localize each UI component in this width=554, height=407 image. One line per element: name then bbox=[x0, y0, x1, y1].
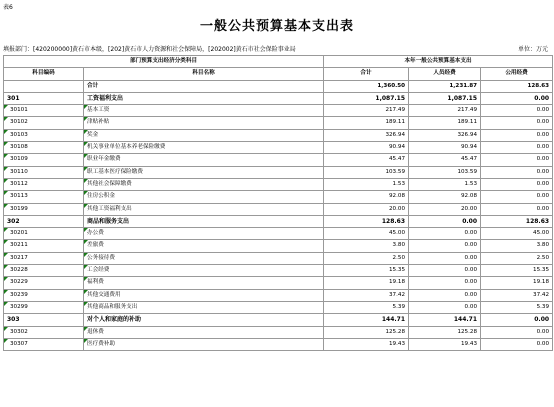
table-row bbox=[4, 289, 553, 301]
row-code: 30299 bbox=[4, 301, 84, 313]
row-personnel: 45.47 bbox=[409, 154, 481, 166]
row-total: 1,360.50 bbox=[324, 80, 409, 92]
row-personnel: 125.28 bbox=[409, 326, 481, 338]
row-personnel: 144.71 bbox=[409, 314, 481, 326]
row-code: 30228 bbox=[4, 265, 84, 277]
row-code: 30109 bbox=[4, 154, 84, 166]
row-public: 0.00 bbox=[481, 166, 553, 178]
row-public: 0.00 bbox=[481, 92, 553, 104]
row-public: 37.42 bbox=[481, 289, 553, 301]
header-group-right: 本年一般公共预算基本支出 bbox=[324, 56, 553, 68]
row-name: 津贴补贴 bbox=[84, 117, 324, 129]
row-name: 基本工资 bbox=[84, 105, 324, 117]
row-name: 差旅费 bbox=[84, 240, 324, 252]
table-row bbox=[4, 215, 553, 227]
table-row bbox=[4, 154, 553, 166]
row-personnel: 103.59 bbox=[409, 166, 481, 178]
row-code: 30211 bbox=[4, 240, 84, 252]
row-total: 19.43 bbox=[324, 338, 409, 350]
row-total: 45.00 bbox=[324, 228, 409, 240]
row-code: 30112 bbox=[4, 178, 84, 190]
row-public: 19.18 bbox=[481, 277, 553, 289]
row-code: 302 bbox=[4, 215, 84, 227]
table-row bbox=[4, 105, 553, 117]
expenditure-table bbox=[3, 55, 553, 351]
row-name: 商品和服务支出 bbox=[84, 215, 324, 227]
row-code: 30239 bbox=[4, 289, 84, 301]
row-personnel: 1.53 bbox=[409, 178, 481, 190]
row-code: 30302 bbox=[4, 326, 84, 338]
row-total: 125.28 bbox=[324, 326, 409, 338]
header-group-left: 部门预算支出经济分类科目 bbox=[4, 56, 324, 68]
row-name: 医疗费补助 bbox=[84, 338, 324, 350]
row-name: 福利费 bbox=[84, 277, 324, 289]
row-public: 128.63 bbox=[481, 80, 553, 92]
page-title: 一般公共预算基本支出表 bbox=[199, 19, 354, 34]
row-total: 20.00 bbox=[324, 203, 409, 215]
row-total: 92.08 bbox=[324, 191, 409, 203]
row-code: 30201 bbox=[4, 228, 84, 240]
table-row bbox=[4, 166, 553, 178]
table-row bbox=[4, 178, 553, 190]
row-name: 住房公积金 bbox=[84, 191, 324, 203]
table-row bbox=[4, 314, 553, 326]
row-public: 0.00 bbox=[481, 105, 553, 117]
row-total: 19.18 bbox=[324, 277, 409, 289]
header-name: 科目名称 bbox=[84, 68, 324, 80]
table-row bbox=[4, 203, 553, 215]
table-row bbox=[4, 80, 553, 92]
row-name: 奖金 bbox=[84, 129, 324, 141]
row-personnel: 189.11 bbox=[409, 117, 481, 129]
row-public: 2.50 bbox=[481, 252, 553, 264]
row-personnel: 217.49 bbox=[409, 105, 481, 117]
row-name: 工资福利支出 bbox=[84, 92, 324, 104]
row-code: 30108 bbox=[4, 142, 84, 154]
row-code bbox=[4, 80, 84, 92]
header-total: 合计 bbox=[324, 68, 409, 80]
row-total: 15.35 bbox=[324, 265, 409, 277]
row-personnel: 0.00 bbox=[409, 265, 481, 277]
row-code: 301 bbox=[4, 92, 84, 104]
row-code: 30102 bbox=[4, 117, 84, 129]
row-personnel: 326.94 bbox=[409, 129, 481, 141]
table-row bbox=[4, 92, 553, 104]
row-public: 15.35 bbox=[481, 265, 553, 277]
row-name: 办公费 bbox=[84, 228, 324, 240]
row-total: 326.94 bbox=[324, 129, 409, 141]
header-personnel: 人员经费 bbox=[409, 68, 481, 80]
row-personnel: 0.00 bbox=[409, 228, 481, 240]
row-total: 189.11 bbox=[324, 117, 409, 129]
header-code: 科目编码 bbox=[4, 68, 84, 80]
row-public: 128.63 bbox=[481, 215, 553, 227]
row-public: 0.00 bbox=[481, 203, 553, 215]
row-personnel: 0.00 bbox=[409, 277, 481, 289]
row-personnel: 90.94 bbox=[409, 142, 481, 154]
unit-label: 单位：万元 bbox=[517, 46, 548, 53]
table-row bbox=[4, 191, 553, 203]
table-row bbox=[4, 142, 553, 154]
row-personnel: 0.00 bbox=[409, 301, 481, 313]
reporting-department: 填报部门：[420200000]黄石市本级，[202]黄石市人力资源和社会保障局，[202002]黄石市社会保险事业局 bbox=[3, 46, 296, 53]
row-name: 职业年金缴费 bbox=[84, 154, 324, 166]
row-code: 30307 bbox=[4, 338, 84, 350]
row-code: 30110 bbox=[4, 166, 84, 178]
row-personnel: 1,231.87 bbox=[409, 80, 481, 92]
row-public: 0.00 bbox=[481, 129, 553, 141]
row-public: 0.00 bbox=[481, 154, 553, 166]
row-public: 0.00 bbox=[481, 338, 553, 350]
row-public: 0.00 bbox=[481, 142, 553, 154]
table-row bbox=[4, 117, 553, 129]
row-code: 30217 bbox=[4, 252, 84, 264]
row-name: 机关事业单位基本养老保险缴费 bbox=[84, 142, 324, 154]
table-row bbox=[4, 301, 553, 313]
row-total: 144.71 bbox=[324, 314, 409, 326]
table-row bbox=[4, 228, 553, 240]
row-name: 其他商品和服务支出 bbox=[84, 301, 324, 313]
row-name: 工会经费 bbox=[84, 265, 324, 277]
row-name: 职工基本医疗保险缴费 bbox=[84, 166, 324, 178]
row-personnel: 0.00 bbox=[409, 240, 481, 252]
row-public: 3.80 bbox=[481, 240, 553, 252]
row-public: 0.00 bbox=[481, 314, 553, 326]
row-code: 30103 bbox=[4, 129, 84, 141]
row-public: 5.39 bbox=[481, 301, 553, 313]
row-name: 其他社会保障缴费 bbox=[84, 178, 324, 190]
row-personnel: 92.08 bbox=[409, 191, 481, 203]
row-public: 45.00 bbox=[481, 228, 553, 240]
row-public: 0.00 bbox=[481, 191, 553, 203]
table-row bbox=[4, 338, 553, 350]
row-total: 37.42 bbox=[324, 289, 409, 301]
row-total: 3.80 bbox=[324, 240, 409, 252]
row-total: 217.49 bbox=[324, 105, 409, 117]
row-total: 90.94 bbox=[324, 142, 409, 154]
row-personnel: 0.00 bbox=[409, 215, 481, 227]
row-name: 对个人和家庭的补助 bbox=[84, 314, 324, 326]
table-row bbox=[4, 129, 553, 141]
row-total: 45.47 bbox=[324, 154, 409, 166]
form-tag: 表6 bbox=[3, 4, 13, 11]
row-public: 0.00 bbox=[481, 326, 553, 338]
table-row bbox=[4, 265, 553, 277]
row-public: 0.00 bbox=[481, 117, 553, 129]
row-name: 退休费 bbox=[84, 326, 324, 338]
row-code: 30113 bbox=[4, 191, 84, 203]
table-row bbox=[4, 326, 553, 338]
row-name: 合计 bbox=[84, 80, 324, 92]
table-row bbox=[4, 252, 553, 264]
row-public: 0.00 bbox=[481, 178, 553, 190]
row-code: 30101 bbox=[4, 105, 84, 117]
row-personnel: 0.00 bbox=[409, 289, 481, 301]
row-total: 103.59 bbox=[324, 166, 409, 178]
row-personnel: 19.43 bbox=[409, 338, 481, 350]
row-name: 公务接待费 bbox=[84, 252, 324, 264]
row-name: 其他交通费用 bbox=[84, 289, 324, 301]
row-total: 1.53 bbox=[324, 178, 409, 190]
row-code: 30229 bbox=[4, 277, 84, 289]
header-public: 公用经费 bbox=[481, 68, 553, 80]
row-total: 2.50 bbox=[324, 252, 409, 264]
table-row bbox=[4, 240, 553, 252]
row-code: 303 bbox=[4, 314, 84, 326]
row-name: 其他工资福利支出 bbox=[84, 203, 324, 215]
table-row bbox=[4, 277, 553, 289]
row-total: 1,087.15 bbox=[324, 92, 409, 104]
row-personnel: 0.00 bbox=[409, 252, 481, 264]
row-personnel: 20.00 bbox=[409, 203, 481, 215]
row-personnel: 1,087.15 bbox=[409, 92, 481, 104]
row-code: 30199 bbox=[4, 203, 84, 215]
row-total: 5.39 bbox=[324, 301, 409, 313]
row-total: 128.63 bbox=[324, 215, 409, 227]
